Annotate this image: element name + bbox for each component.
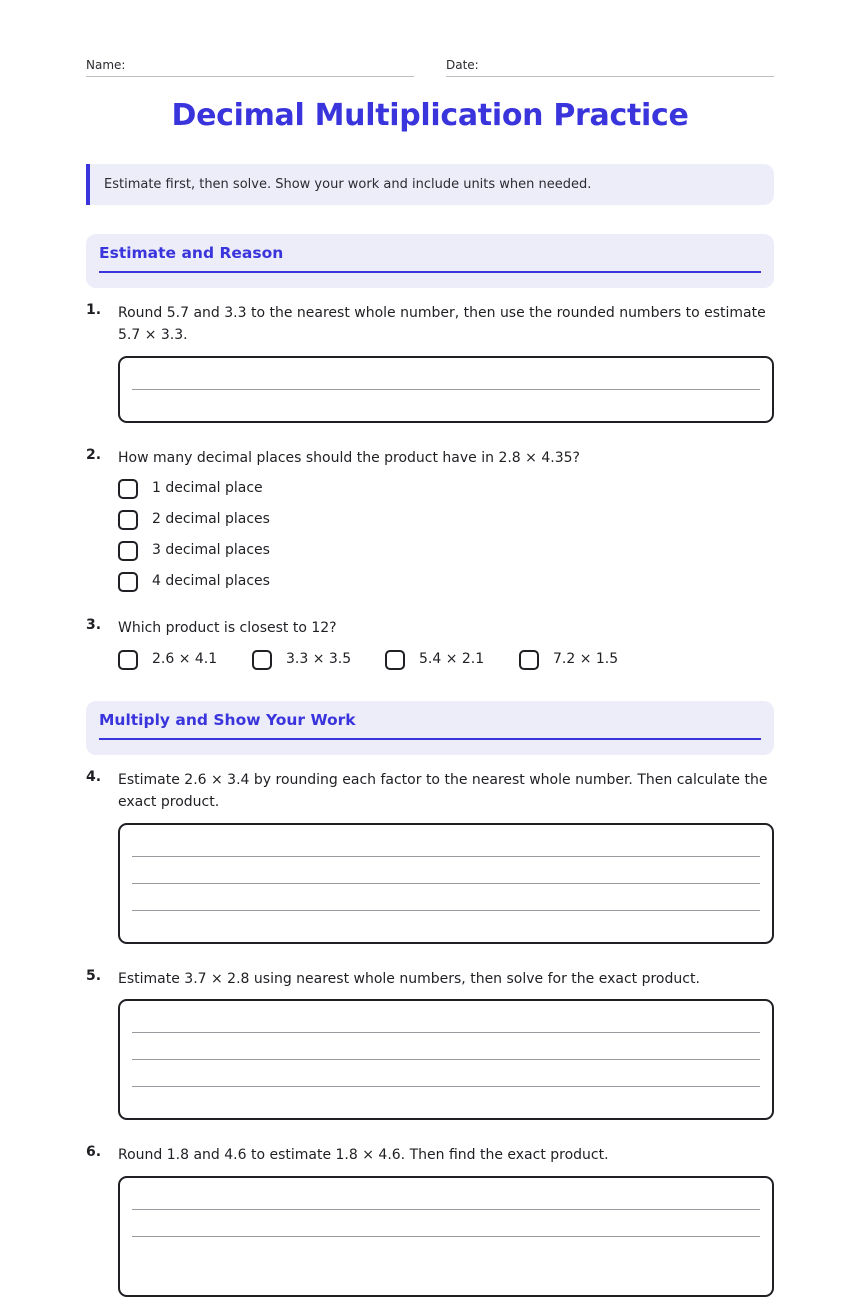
section-title: Multiply and Show Your Work (99, 711, 356, 729)
option-label: 4 decimal places (152, 573, 270, 589)
checkbox-option-4[interactable] (118, 572, 138, 592)
checkbox-option-d[interactable] (519, 650, 539, 670)
checkbox-option-c[interactable] (385, 650, 405, 670)
checkbox-option-b[interactable] (252, 650, 272, 670)
option-label: 7.2 × 1.5 (553, 651, 619, 667)
question-text: Estimate 2.6 × 3.4 by rounding each factor to the nearest whole number. Then calculate the exact product. (118, 772, 768, 810)
checkbox-option-2[interactable] (118, 510, 138, 530)
answer-line (132, 1086, 760, 1087)
checkbox-option-a[interactable] (118, 650, 138, 670)
instructions-text: Estimate first, then solve. Show your work and include units when needed. (104, 177, 592, 192)
section-header-multiply (86, 701, 774, 755)
question-text: How many decimal places should the product have in 2.8 × 4.35? (118, 450, 580, 466)
answer-line (132, 389, 760, 390)
answer-line (132, 856, 760, 857)
question-number: 4. (86, 769, 102, 785)
answer-line (132, 1059, 760, 1060)
option-label: 3.3 × 3.5 (286, 651, 352, 667)
answer-line (132, 910, 760, 911)
option-label: 5.4 × 2.1 (419, 651, 485, 667)
answer-box-6[interactable] (118, 1176, 774, 1297)
question-number: 6. (86, 1144, 102, 1160)
answer-box-4[interactable] (118, 823, 774, 944)
answer-box-1[interactable] (118, 356, 774, 423)
question-number: 2. (86, 447, 102, 463)
name-field[interactable] (86, 54, 414, 77)
question-text: Round 5.7 and 3.3 to the nearest whole number, then use the rounded numbers to estimate 5.7 × 3.3. (118, 305, 766, 343)
date-field[interactable] (446, 54, 774, 77)
page-title: Decimal Multiplication Practice (171, 98, 689, 133)
option-label: 2.6 × 4.1 (152, 651, 218, 667)
section-title: Estimate and Reason (99, 244, 284, 262)
answer-line (132, 1236, 760, 1237)
checkbox-option-3[interactable] (118, 541, 138, 561)
worksheet-page (86, 0, 774, 1216)
question-number: 3. (86, 617, 102, 633)
section-rule (99, 271, 761, 273)
section-rule (99, 738, 761, 740)
question-number: 5. (86, 968, 102, 984)
question-text: Round 1.8 and 4.6 to estimate 1.8 × 4.6. Then find the exact product. (118, 1147, 609, 1163)
question-number: 1. (86, 302, 102, 318)
answer-line (132, 1032, 760, 1033)
option-label: 2 decimal places (152, 511, 270, 527)
answer-line (132, 1209, 760, 1210)
question-text: Estimate 3.7 × 2.8 using nearest whole numbers, then solve for the exact product. (118, 971, 700, 987)
date-label: Date: (446, 58, 479, 72)
option-label: 3 decimal places (152, 542, 270, 558)
answer-line (132, 883, 760, 884)
name-label: Name: (86, 58, 126, 72)
checkbox-option-1[interactable] (118, 479, 138, 499)
option-label: 1 decimal place (152, 480, 263, 496)
answer-box-5[interactable] (118, 999, 774, 1120)
instructions-callout (86, 164, 774, 205)
section-header-estimate (86, 234, 774, 288)
question-text: Which product is closest to 12? (118, 620, 337, 636)
